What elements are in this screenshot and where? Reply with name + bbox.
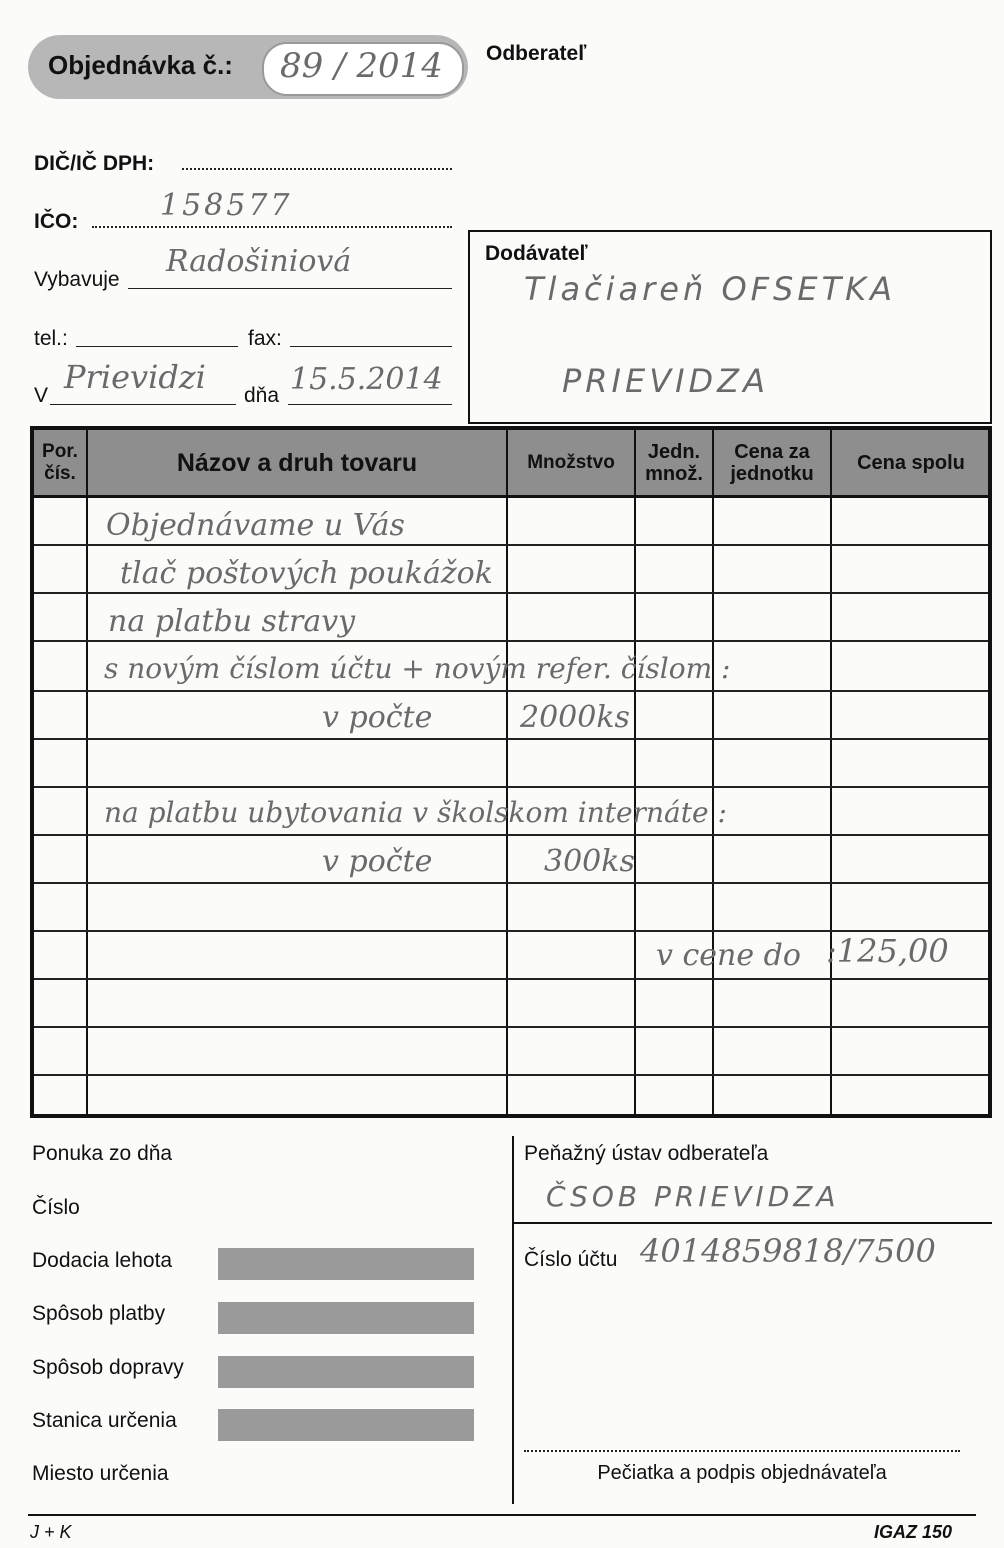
supplier-name: Tlačiareň OFSETKA xyxy=(524,270,896,308)
col-divider xyxy=(712,430,714,1114)
row-divider xyxy=(34,544,988,546)
station-label: Stanica určenia xyxy=(32,1409,177,1432)
col-divider xyxy=(506,430,508,1114)
place-value: Prievidzi xyxy=(64,358,206,396)
issued-by-label: Vybavuje xyxy=(34,268,120,291)
order-label: Objednávka č.: xyxy=(48,50,233,80)
row-divider xyxy=(34,592,988,594)
station-field xyxy=(218,1409,474,1441)
header-name: Názov a druh tovaru xyxy=(176,448,418,477)
form-code: IGAZ 150 xyxy=(874,1522,953,1542)
price-value: :125,00 xyxy=(826,932,949,970)
item-line: na platbu ubytovania v školskom internáte : xyxy=(104,796,727,829)
delivery-label: Dodacia lehota xyxy=(32,1249,173,1272)
dic-field xyxy=(182,168,452,170)
number-label: Číslo xyxy=(32,1196,80,1219)
item-line: Objednávame u Vás xyxy=(106,508,405,543)
item-line: v počte xyxy=(322,700,433,735)
issued-by-field xyxy=(128,288,452,289)
transport-label: Spôsob dopravy xyxy=(32,1356,184,1379)
row-divider xyxy=(34,640,988,642)
tel-label: tel.: xyxy=(34,327,68,350)
row-divider xyxy=(34,786,988,788)
tel-field xyxy=(76,346,238,347)
place-label: V xyxy=(34,384,49,407)
payment-field xyxy=(218,1302,474,1334)
issued-by-value: Radošiniová xyxy=(166,244,352,279)
row-divider xyxy=(34,978,988,980)
customer-heading: Odberateľ xyxy=(486,42,587,65)
col-divider xyxy=(830,430,832,1114)
supplier-city: PRIEVIDZA xyxy=(562,362,769,400)
bank-value: ČSOB PRIEVIDZA xyxy=(546,1180,840,1213)
account-label: Číslo účtu xyxy=(524,1248,618,1271)
date-field xyxy=(288,404,452,405)
row-divider xyxy=(34,690,988,692)
bottom-rule xyxy=(28,1514,976,1516)
transport-field xyxy=(218,1356,474,1388)
items-table xyxy=(30,426,992,1118)
ico-field xyxy=(92,226,452,228)
date-label: dňa xyxy=(244,384,280,407)
signature-line xyxy=(524,1450,960,1452)
offer-label: Ponuka zo dňa xyxy=(32,1142,173,1165)
header-unit: Jedn. množ. xyxy=(645,440,703,485)
publisher-code: J + K xyxy=(30,1522,72,1542)
fax-field xyxy=(290,346,452,347)
footer-divider xyxy=(512,1136,514,1504)
item-line: tlač poštových poukážok xyxy=(120,556,493,591)
date-value: 15.5.2014 xyxy=(290,362,443,397)
destination-label: Miesto určenia xyxy=(32,1462,169,1485)
order-number: 89 / 2014 xyxy=(280,46,443,86)
row-divider xyxy=(34,738,988,740)
item-line: na platbu stravy xyxy=(108,604,356,639)
fax-label: fax: xyxy=(248,327,282,350)
row-divider xyxy=(34,1074,988,1076)
supplier-heading: Dodávateľ xyxy=(485,242,588,265)
col-divider xyxy=(86,430,88,1114)
bank-label: Peňažný ústav odberateľa xyxy=(524,1142,769,1165)
item-qty: 300ks xyxy=(544,844,635,879)
signature-label: Pečiatka a podpis objednávateľa xyxy=(597,1462,887,1484)
item-line: s novým číslom účtu + novým refer. číslom : xyxy=(104,652,731,685)
col-divider xyxy=(634,430,636,1114)
item-line: v počte xyxy=(322,844,433,879)
item-qty: 2000ks xyxy=(520,700,630,735)
header-unit-price: Cena za jednotku xyxy=(730,440,814,485)
ico-label: IČO: xyxy=(34,210,79,233)
row-divider xyxy=(34,834,988,836)
delivery-field xyxy=(218,1248,474,1280)
header-num: Por. čís. xyxy=(42,440,78,484)
table-header xyxy=(34,430,988,498)
price-label: v cene do xyxy=(656,938,801,973)
header-qty: Množstvo xyxy=(527,451,615,473)
row-divider xyxy=(34,1026,988,1028)
payment-label: Spôsob platby xyxy=(32,1302,166,1325)
header-total: Cena spolu xyxy=(857,451,965,474)
account-value: 4014859818/7500 xyxy=(640,1232,936,1270)
row-divider xyxy=(34,882,988,884)
place-field xyxy=(50,404,236,405)
ico-value: 158577 xyxy=(160,188,293,223)
dic-label: DIČ/IČ DPH: xyxy=(34,152,155,175)
bank-divider xyxy=(514,1222,992,1224)
